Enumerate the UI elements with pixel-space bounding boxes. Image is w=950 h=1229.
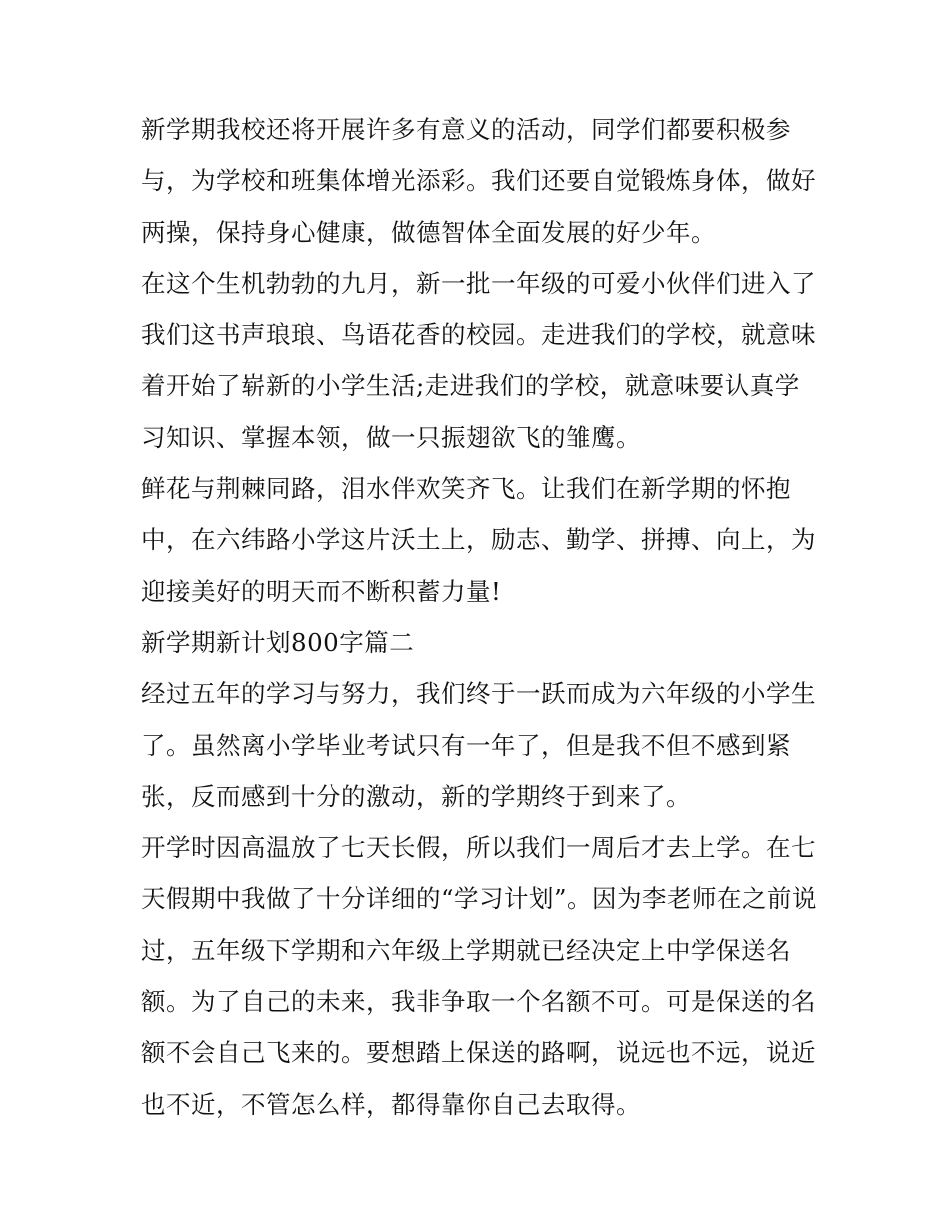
text-line: 中，在六纬路小学这片沃土上，励志、勤学、拼搏、向上，为 — [141, 525, 816, 555]
text-line: 额。为了自己的未来，我非争取一个名额不可。可是保送的名 — [141, 987, 816, 1017]
text-line: 过，五年级下学期和六年级上学期就已经决定上中学保送名 — [141, 935, 791, 965]
text-line: 开学时因高温放了七天长假，所以我们一周后才去上学。在七 — [141, 833, 816, 863]
section-title: 新学期新计划800字篇二 — [141, 627, 415, 657]
text-line: 我们这书声琅琅、鸟语花香的校园。走进我们的学校，就意味 — [141, 320, 816, 350]
text-line: 也不近，不管怎么样，都得靠你自己去取得。 — [141, 1089, 641, 1119]
text-line: 迎接美好的明天而不断积蓄力量! — [141, 576, 502, 606]
paragraph-september — [141, 258, 821, 463]
paragraph-study-plan — [141, 822, 821, 1130]
text-line: 着开始了崭新的小学生活;走进我们的学校，就意味要认真学 — [141, 371, 800, 401]
text-line: 习知识、掌握本领，做一只振翅欲飞的雏鹰。 — [141, 422, 641, 452]
document-body — [141, 104, 821, 1130]
text-line: 与，为学校和班集体增光添彩。我们还要自觉锻炼身体，做好 — [141, 166, 816, 196]
text-line: 两操，保持身心健康，做德智体全面发展的好少年。 — [141, 217, 716, 247]
text-line: 天假期中我做了十分详细的“学习计划”。因为李老师在之前说 — [141, 884, 818, 914]
paragraph-five-years — [141, 668, 821, 822]
text-line: 新学期我校还将开展许多有意义的活动，同学们都要积极参 — [141, 115, 791, 144]
text-line: 额不会自己飞来的。要想踏上保送的路啊，说远也不远，说近 — [141, 1038, 816, 1068]
text-line: 张，反而感到十分的激动，新的学期终于到来了。 — [141, 781, 691, 811]
text-line: 鲜花与荆棘同路，泪水伴欢笑齐飞。让我们在新学期的怀抱 — [141, 474, 791, 504]
paragraph-activities — [141, 104, 821, 258]
section-heading — [141, 617, 821, 668]
text-line: 了。虽然离小学毕业考试只有一年了，但是我不但不感到紧 — [141, 730, 791, 760]
text-line: 在这个生机勃勃的九月，新一批一年级的可爱小伙伴们进入了 — [141, 268, 816, 298]
paragraph-flowers — [141, 463, 821, 617]
text-line: 经过五年的学习与努力，我们终于一跃而成为六年级的小学生 — [141, 679, 816, 709]
